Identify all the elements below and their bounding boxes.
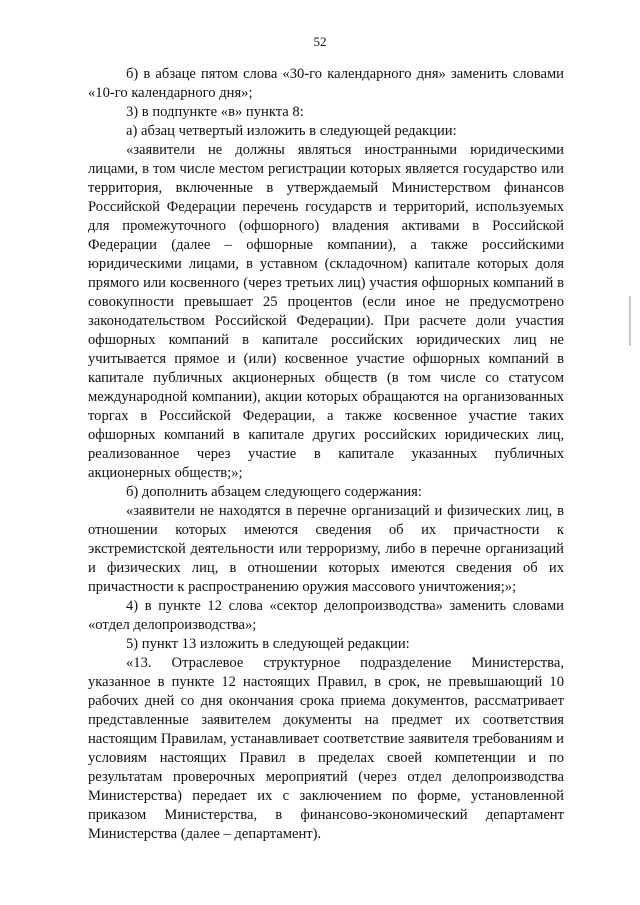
paragraph-subitem-a: а) абзац четвертый изложить в следующей редакции: xyxy=(126,123,457,139)
paragraph-item-4: 4) в пункте 12 слова «сектор делопроизводства» заменить словами «отдел делопроизводства»; xyxy=(88,598,564,633)
scan-edge-mark xyxy=(629,296,631,346)
paragraph-extremism-requirement: «заявители не находятся в перечне организаций и физических лиц, в отношении которых имеются сведения об их причастности к экстремистской деятельности или терроризму, либо в перечне организаций и физических лиц, в отношении которых имеются сведения об их причастности к распространению оружия массового уничтожения;»; xyxy=(88,503,564,595)
paragraph-item-5: 5) пункт 13 изложить в следующей редакции: xyxy=(126,636,410,652)
document-body xyxy=(88,65,564,844)
page-number: 52 xyxy=(313,34,327,49)
paragraph-amendment-b-30-day: б) в абзаце пятом слова «30-го календарного дня» заменить словами «10-го календарного дня»; xyxy=(88,66,564,101)
paragraph-point-13: «13. Отраслевое структурное подразделение Министерства, указанное в пункте 12 настоящих Правил, в срок, не превышающий 10 рабочих дней со дня окончания срока приема документов, рассматривает представленные заявителем документы на предмет их соответствия настоящим Правилам, устанавливает соответствие заявителя требованиям и условиям настоящих Правил в пределах своей компетенции и по результатам проверочных мероприятий (через отдел делопроизводства Министерства) передает их с заключением по форме, установленной приказом Министерства, в финансово-экономический департамент Министерства (далее – департамент). xyxy=(88,655,564,842)
paragraph-item-3: 3) в подпункте «в» пункта 8: xyxy=(126,104,304,120)
paragraph-subitem-b: б) дополнить абзацем следующего содержания: xyxy=(126,484,422,500)
paragraph-offshore-requirement: «заявители не должны являться иностранными юридическими лицами, в том числе местом регистрации которых является государство или территория, включенные в утверждаемый Министерством финансов Российской Федерации перечень государств и территорий, используемых для промежуточного (офшорного) владения активами в Российской Федерации (далее – офшорные компании), а также российскими юридическими лицами, в уставном (складочном) капитале которых доля прямого или косвенного (через третьих лиц) участия офшорных компаний в совокупности превышает 25 процентов (если иное не предусмотрено законодательством Российской Федерации). При расчете доли участия офшорных компаний в капитале российских юридических лиц не учитывается прямое и (или) косвенное участие офшорных компаний в капитале публичных акционерных обществ (в том числе со статусом международной компании), акции которых обращаются на организованных торгах в Российской Федерации, а также косвенное участие таких офшорных компаний в капитале других российских юридических лиц, реализованное через участие в капитале указанных публичных акционерных обществ;»; xyxy=(88,142,564,481)
